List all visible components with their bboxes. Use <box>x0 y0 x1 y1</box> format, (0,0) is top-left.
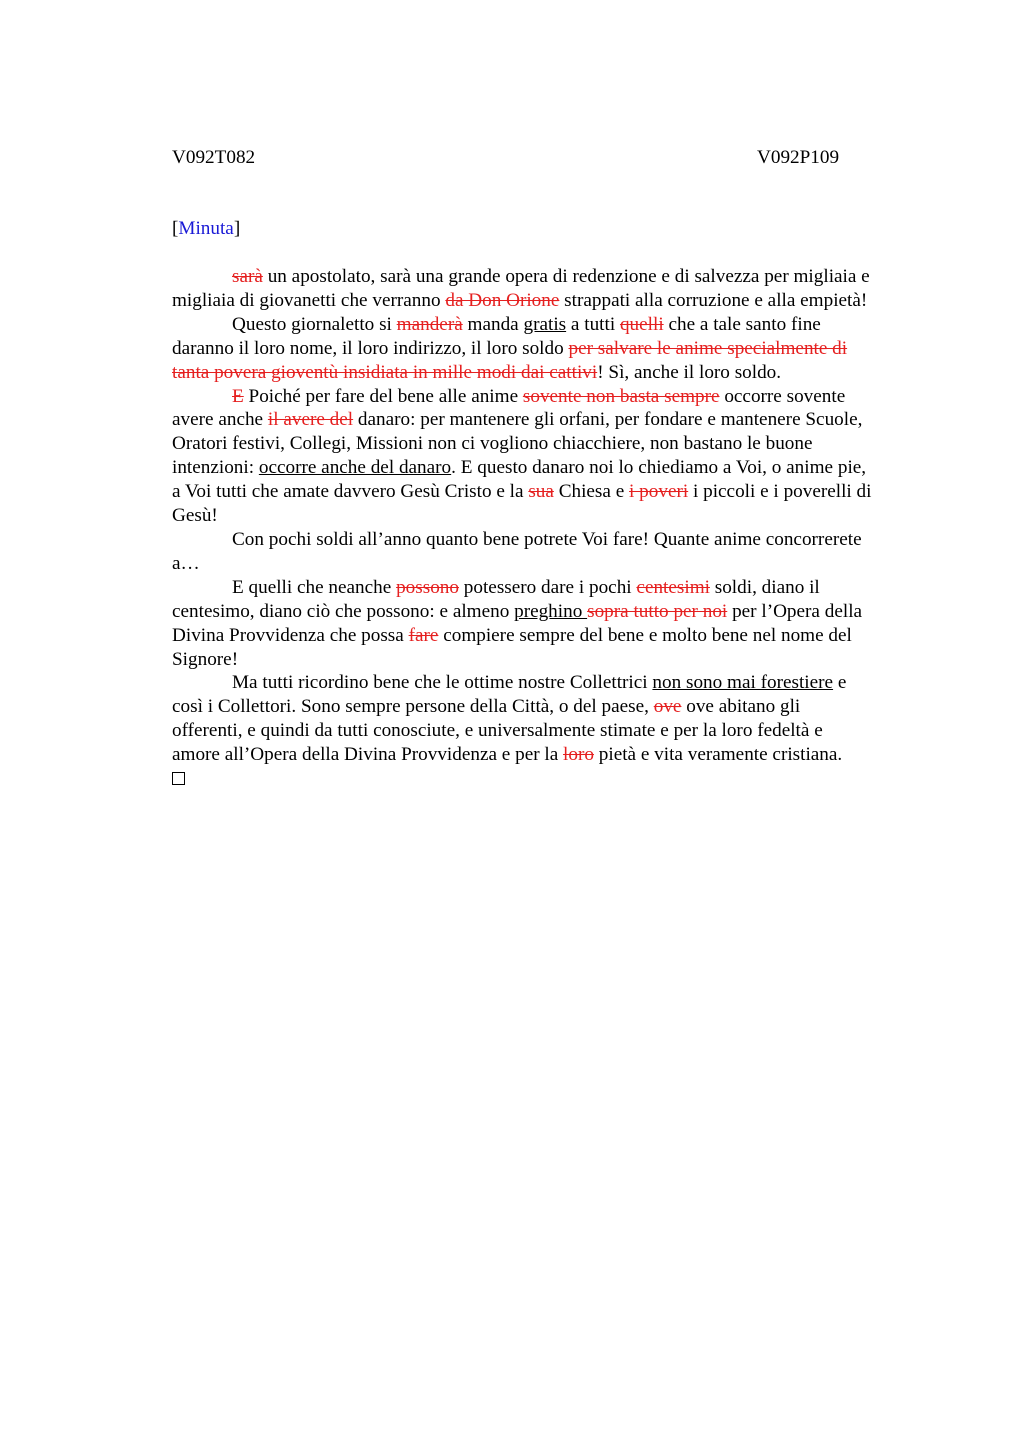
bracket-close: ] <box>233 218 241 239</box>
draft-label-word: Minuta <box>178 218 234 239</box>
text-segment: intenzioni: <box>172 457 259 479</box>
text-segment: Signore! <box>172 648 239 670</box>
text-line <box>172 576 930 600</box>
text-segment: offerenti, e quindi da tutti conosciute, e universalmente stimate e per la loro fedeltà e <box>172 720 823 742</box>
text-segment: Divina Provvidenza che possa <box>172 624 409 646</box>
text-line <box>172 385 930 409</box>
deleted-text: sovente non basta sempre <box>522 385 720 407</box>
text-segment: ove abitano gli <box>681 696 801 718</box>
text-line <box>172 648 930 672</box>
text-segment: manda <box>462 313 524 335</box>
page-code-right: V092P109 <box>757 147 840 168</box>
text-segment: e <box>833 672 847 694</box>
text-line <box>172 289 930 313</box>
text-segment: E quelli che neanche <box>232 576 397 598</box>
deleted-text: loro <box>563 744 594 766</box>
text-segment: i piccoli e i poverelli di <box>688 481 872 503</box>
text-line <box>172 408 930 432</box>
text-line <box>172 552 930 576</box>
document-code-left: V092T082 <box>172 147 256 168</box>
deleted-text: possono <box>396 576 459 598</box>
text-segment: migliaia di giovanetti che verranno <box>172 289 446 311</box>
deleted-text: sua <box>528 481 554 503</box>
text-segment: daranno il loro nome, il loro indirizzo, il loro soldo <box>172 337 569 359</box>
text-segment: a tutti <box>566 313 620 335</box>
deleted-text: i poveri <box>629 481 689 503</box>
text-line <box>172 313 930 337</box>
deleted-text: quelli <box>619 313 664 335</box>
text-line <box>172 337 930 361</box>
deleted-text: tanta povera gioventù insidiata in mille modi dai cattivi <box>172 361 598 383</box>
text-segment: per l’Opera della <box>727 600 863 622</box>
deleted-text: E <box>232 385 244 407</box>
text-segment: . E questo danaro noi lo chiediamo a Voi, o anime pie, <box>451 457 867 479</box>
text-segment: Con pochi soldi all’anno quanto bene potrete Voi fare! Quante anime concorrerete <box>232 528 862 550</box>
deleted-text: per salvare le anime specialmente di <box>568 337 848 359</box>
text-line <box>172 600 930 624</box>
text-segment: soldi, diano il <box>709 576 820 598</box>
text-line <box>172 671 930 695</box>
document-body <box>172 265 930 791</box>
text-segment: ! Sì, anche il loro soldo. <box>597 361 782 383</box>
draft-label <box>172 217 240 241</box>
text-segment: amore all’Opera della Divina Provvidenza e per la <box>172 744 564 766</box>
deleted-text: sopra tutto per noi <box>587 600 728 622</box>
text-segment: Questo giornaletto si <box>232 313 397 335</box>
deleted-text: ove <box>653 696 682 718</box>
underlined-text: gratis <box>523 313 567 335</box>
text-line <box>172 695 930 719</box>
text-line <box>172 719 930 743</box>
text-segment: un apostolato, sarà una grande opera di redenzione e di salvezza per migliaia e <box>262 266 870 287</box>
deleted-text: da Don Orione <box>445 289 560 311</box>
end-mark-line <box>172 767 930 791</box>
bracket-open: [ <box>172 218 179 239</box>
text-segment: Poiché per fare del bene alle anime <box>243 385 523 407</box>
text-segment: Gesù! <box>172 505 218 527</box>
text-segment: che a tale santo fine <box>663 313 821 335</box>
text-line <box>172 456 930 480</box>
text-segment: pietà e vita veramente cristiana. <box>593 744 843 766</box>
text-segment: Chiesa e <box>553 481 630 503</box>
text-line <box>172 265 930 289</box>
text-segment: compiere sempre del bene e molto bene nel nome del <box>438 624 852 646</box>
deleted-text: fare <box>408 624 439 646</box>
text-segment: Ma tutti ricordino bene che le ottime nostre Collettrici <box>232 672 653 694</box>
text-line <box>172 743 930 767</box>
deleted-text: manderà <box>396 313 463 335</box>
end-square-icon <box>172 772 185 785</box>
text-segment: a Voi tutti che amate davvero Gesù Cristo e la <box>172 481 529 503</box>
text-segment: occorre sovente <box>719 385 846 407</box>
text-segment: centesimo, diano ciò che possono: e almeno <box>172 600 515 622</box>
deleted-text: il avere del <box>267 409 354 431</box>
text-segment: così i Collettori. Sono sempre persone della Città, o del paese, <box>172 696 654 718</box>
text-line <box>172 432 930 456</box>
text-line <box>172 361 930 385</box>
text-segment: avere anche <box>172 409 268 431</box>
deleted-text: sarà <box>232 266 263 287</box>
text-line <box>172 624 930 648</box>
underlined-text: non sono mai forestiere <box>652 672 834 694</box>
text-segment: potessero dare i pochi <box>458 576 637 598</box>
underlined-text: preghino <box>514 600 588 622</box>
text-segment: strappati alla corruzione e alla empietà! <box>559 289 868 311</box>
text-line <box>172 528 930 552</box>
text-segment: Oratori festivi, Collegi, Missioni non ci vogliono chiacchiere, non bastano le buone <box>172 433 813 455</box>
text-segment: danaro: per mantenere gli orfani, per fondare e mantenere Scuole, <box>353 409 863 431</box>
text-line <box>172 480 930 504</box>
deleted-text: centesimi <box>636 576 710 598</box>
text-segment: a… <box>172 552 200 574</box>
underlined-text: occorre anche del danaro <box>258 457 452 479</box>
text-line <box>172 504 930 528</box>
